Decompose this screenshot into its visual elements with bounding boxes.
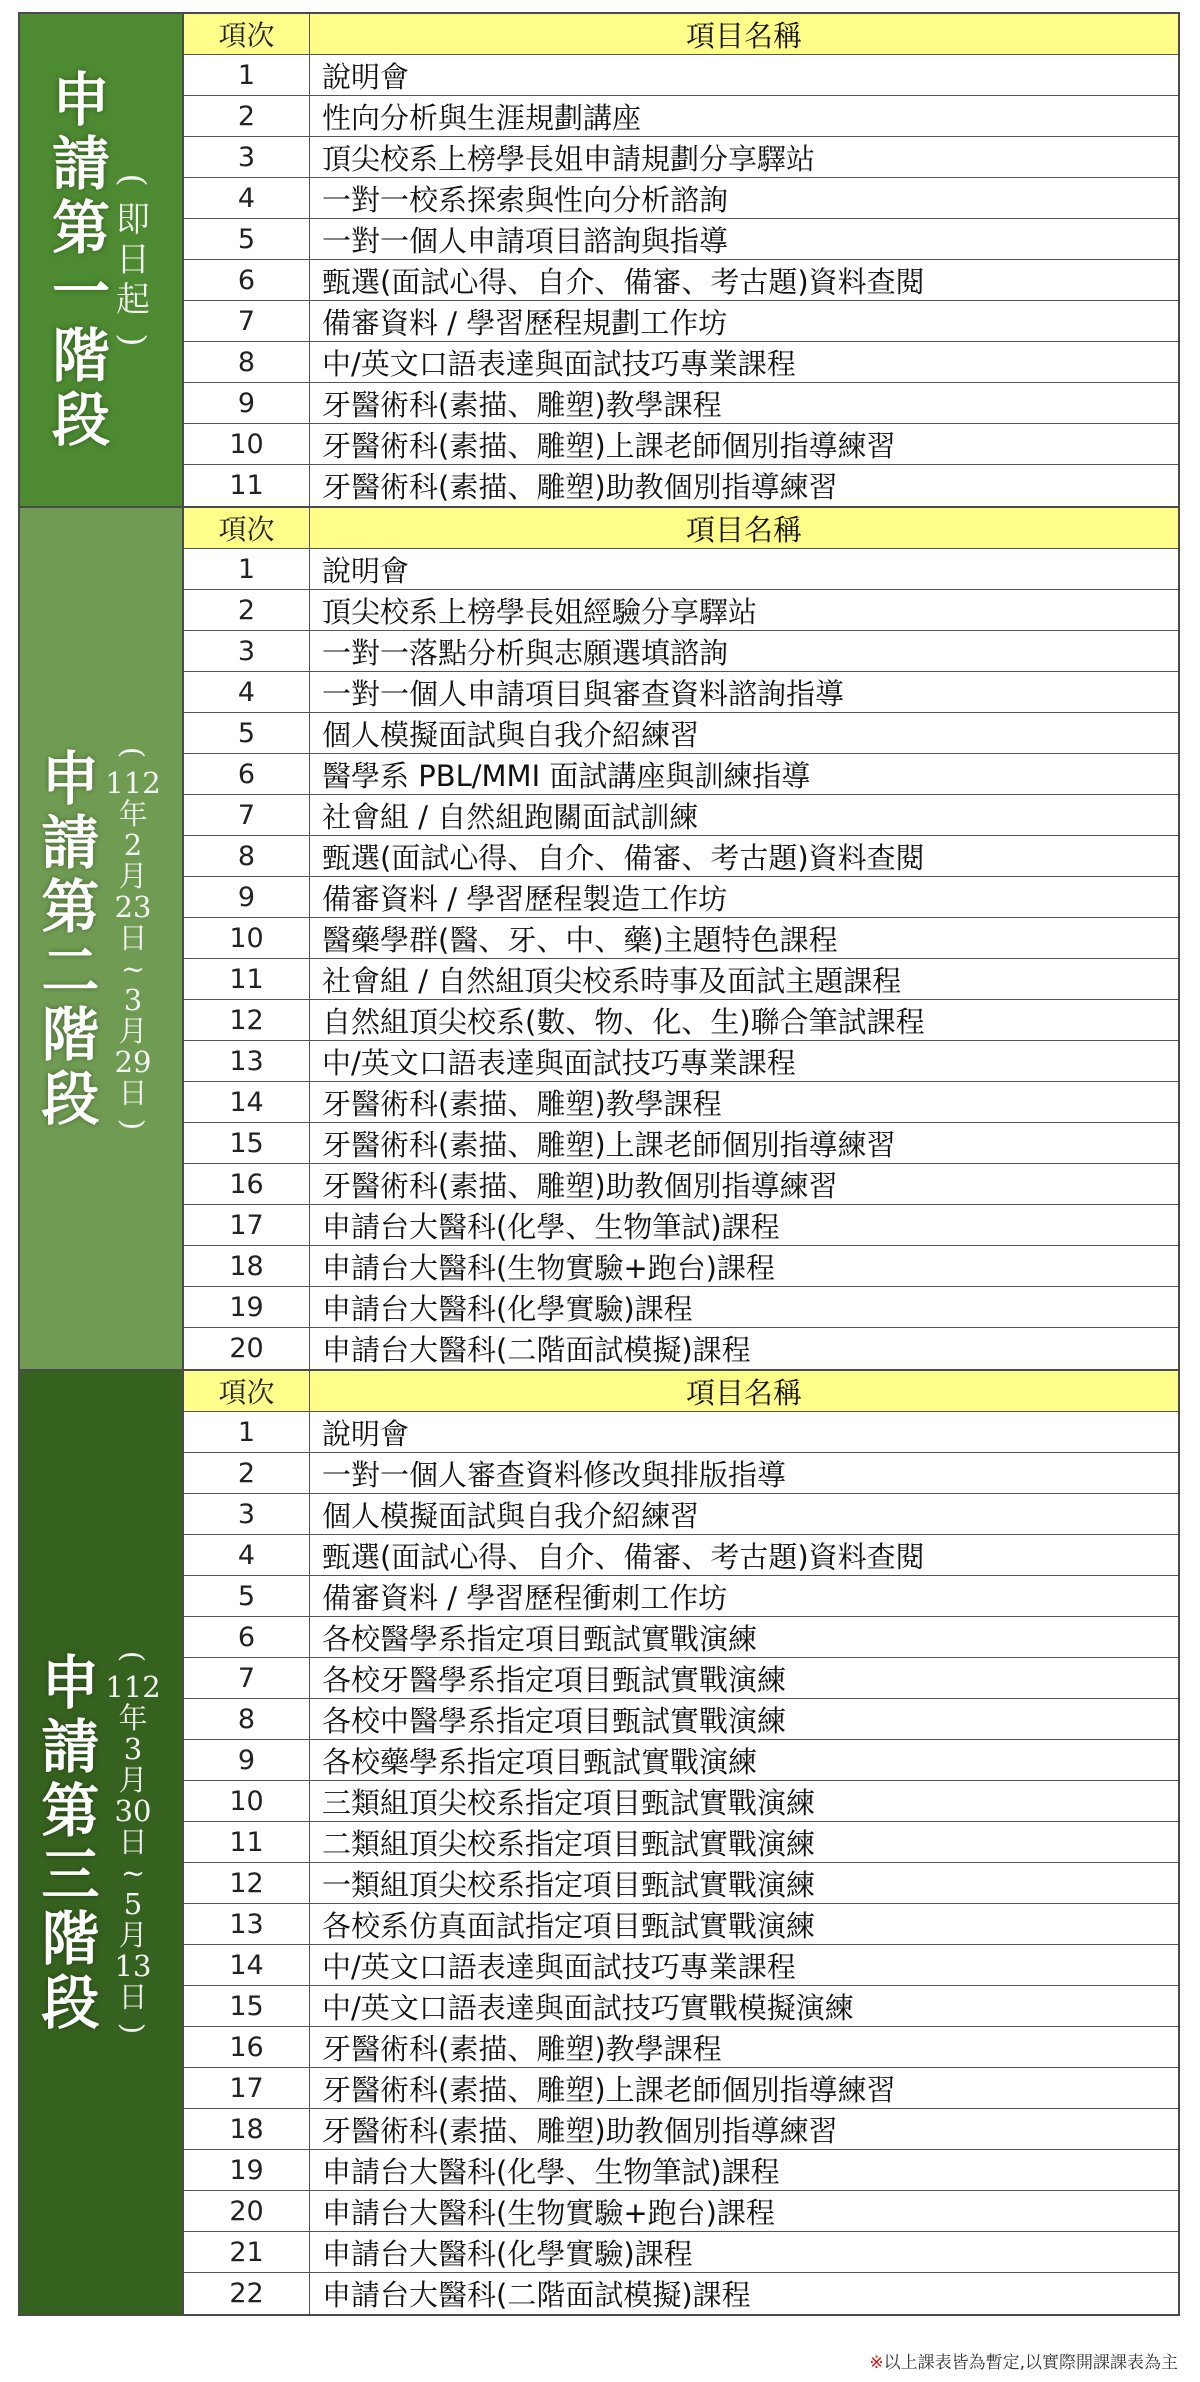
row-number: 18: [184, 2109, 310, 2149]
row-item-name: 申請台大醫科(生物實驗+跑台)課程: [322, 1250, 775, 1285]
table-row: [184, 219, 1178, 260]
table-row: [184, 1000, 1178, 1041]
table-row: [184, 877, 1178, 918]
row-item-name: 牙醫術科(素描、雕塑)教學課程: [322, 2031, 722, 2066]
row-number: 22: [184, 2273, 310, 2314]
stage-date-char: 起: [116, 280, 150, 320]
table-row: [184, 465, 1178, 506]
row-number: 4: [184, 178, 310, 218]
row-number: 10: [184, 918, 310, 958]
stage-date-char: 112: [105, 1670, 161, 1704]
stage-date-char: ): [116, 1118, 151, 1131]
row-number: 20: [184, 2191, 310, 2231]
stage-date-char: (: [112, 173, 153, 187]
stage-date-char: ~: [120, 952, 146, 986]
footnote-text: 以上課表皆為暫定,以實際開課課表為主: [883, 2353, 1178, 2373]
row-number: 3: [184, 631, 310, 671]
stage-date-char: 23: [114, 890, 152, 924]
row-item-name: 牙醫術科(素描、雕塑)上課老師個別指導練習: [322, 2072, 896, 2107]
row-item-name: 申請台大醫科(二階面試模擬)課程: [322, 1333, 751, 1367]
stage-title-char: 第: [51, 194, 110, 262]
row-item-name: 一對一校系探索與性向分析諮詢: [322, 182, 729, 217]
table-row: [184, 1494, 1178, 1535]
row-item-name: 中/英文口語表達與面試技巧實戰模擬演練: [322, 1990, 854, 2025]
table-row: [184, 1904, 1178, 1945]
stage-date-char: 月: [118, 1014, 148, 1048]
row-item-name: 申請台大醫科(化學、生物筆試)課程: [322, 1209, 780, 1244]
stage-date-char: 日: [118, 921, 148, 955]
row-number: 2: [184, 1453, 310, 1493]
table-header-row: [184, 1371, 1178, 1412]
row-number: 9: [184, 383, 310, 423]
table-row: [184, 1535, 1178, 1576]
table-row: [184, 2109, 1178, 2150]
row-number: 6: [184, 260, 310, 300]
row-item-name: 個人模擬面試與自我介紹練習: [322, 1498, 700, 1533]
row-item-name: 頂尖校系上榜學長姐經驗分享驛站: [322, 594, 758, 629]
row-number: 6: [184, 1617, 310, 1657]
row-item-name: 一類組頂尖校系指定項目甄試實戰演練: [322, 1867, 816, 1902]
stage-title-char: 請: [41, 808, 100, 877]
stage-title-char: 申: [41, 744, 100, 813]
stage-date-char: 年: [118, 1701, 148, 1735]
stage-date-char: 29: [114, 1045, 152, 1079]
stage-title-char: 第: [41, 872, 100, 941]
row-number: 5: [184, 219, 310, 259]
table-row: [184, 1863, 1178, 1904]
row-number: 17: [184, 1205, 310, 1245]
stage-date-char: ): [116, 2022, 151, 2035]
table-row: [184, 383, 1178, 424]
table-row: [184, 836, 1178, 877]
row-item-name: 一對一個人審查資料修改與排版指導: [322, 1457, 787, 1492]
stage-table: [184, 1371, 1178, 2314]
row-number: 7: [184, 1658, 310, 1698]
row-item-name: 甄選(面試心得、自介、備審、考古題)資料查閱: [322, 264, 925, 299]
stage-title-char: 一: [51, 258, 110, 326]
stage-table: [184, 508, 1178, 1369]
table-row: [184, 1617, 1178, 1658]
row-item-name: 各校中醫學系指定項目甄試實戰演練: [322, 1703, 787, 1738]
stage-label: [20, 508, 184, 1369]
table-row: [184, 1781, 1178, 1822]
header-num-label: 項次: [184, 14, 310, 54]
stage-title-char: 二: [41, 936, 100, 1005]
row-item-name: 中/英文口語表達與面試技巧專業課程: [322, 1045, 796, 1080]
stage-date-range: [105, 1641, 160, 2044]
row-item-name: 牙醫術科(素描、雕塑)助教個別指導練習: [322, 1168, 838, 1203]
table-row: [184, 137, 1178, 178]
row-number: 13: [184, 1041, 310, 1081]
row-number: 15: [184, 1123, 310, 1163]
header-name-label: 項目名稱: [685, 1375, 802, 1410]
row-item-name: 醫學系 PBL/MMI 面試講座與訓練指導: [322, 758, 811, 793]
row-item-name: 申請台大醫科(化學實驗)課程: [322, 2236, 693, 2271]
header-name-label: 項目名稱: [685, 512, 802, 547]
table-row: [184, 754, 1178, 795]
table-row: [184, 260, 1178, 301]
row-item-name: 甄選(面試心得、自介、備審、考古題)資料查閱: [322, 840, 925, 875]
stage-date-char: 日: [118, 1076, 148, 1110]
stage-title-char: 申: [41, 1648, 100, 1717]
table-row: [184, 1123, 1178, 1164]
stage-date-char: 年: [118, 797, 148, 831]
stage-label: [20, 14, 184, 506]
row-item-name: 社會組 / 自然組跑關面試訓練: [322, 799, 699, 834]
row-number: 16: [184, 1164, 310, 1204]
row-number: 10: [184, 1781, 310, 1821]
row-item-name: 三類組頂尖校系指定項目甄試實戰演練: [322, 1785, 816, 1820]
stage-date-range: [105, 737, 160, 1140]
row-item-name: 牙醫術科(素描、雕塑)教學課程: [322, 387, 722, 422]
stage-date-char: 5: [123, 1887, 143, 1921]
table-row: [184, 2150, 1178, 2191]
table-row: [184, 1287, 1178, 1328]
table-row: [184, 1453, 1178, 1494]
stage-date-char: 月: [118, 1763, 148, 1797]
stage-date-char: 月: [118, 859, 148, 893]
row-number: 21: [184, 2232, 310, 2272]
stage-date-char: 3: [123, 1732, 143, 1766]
row-number: 14: [184, 1082, 310, 1122]
table-row: [184, 631, 1178, 672]
stage-table: [184, 14, 1178, 506]
table-row: [184, 1082, 1178, 1123]
table-row: [184, 2068, 1178, 2109]
header-num-label: 項次: [184, 1371, 310, 1411]
row-number: 5: [184, 1576, 310, 1616]
row-item-name: 說明會: [322, 59, 410, 94]
row-number: 11: [184, 959, 310, 999]
row-item-name: 個人模擬面試與自我介紹練習: [322, 717, 700, 752]
row-number: 2: [184, 590, 310, 630]
row-number: 11: [184, 465, 310, 506]
table-row: [184, 1246, 1178, 1287]
row-item-name: 牙醫術科(素描、雕塑)助教個別指導練習: [322, 470, 838, 504]
row-number: 9: [184, 877, 310, 917]
stage-date-char: 2: [123, 828, 143, 862]
table-row: [184, 2191, 1178, 2232]
row-item-name: 說明會: [322, 553, 410, 588]
row-number: 12: [184, 1863, 310, 1903]
table-row: [184, 672, 1178, 713]
stage-date-char: (: [116, 746, 151, 759]
row-number: 5: [184, 713, 310, 753]
row-item-name: 各校醫學系指定項目甄試實戰演練: [322, 1621, 758, 1656]
table-row: [184, 959, 1178, 1000]
table-row: [184, 55, 1178, 96]
row-number: 7: [184, 795, 310, 835]
table-row: [184, 918, 1178, 959]
stage-title: [41, 744, 100, 1133]
table-row: [184, 1699, 1178, 1740]
row-number: 13: [184, 1904, 310, 1944]
stage-block: [18, 1369, 1180, 2316]
schedule-sheet: [18, 12, 1180, 2316]
row-item-name: 一對一個人申請項目諮詢與指導: [322, 223, 729, 258]
row-item-name: 各校系仿真面試指定項目甄試實戰演練: [322, 1908, 816, 1943]
table-row: [184, 1205, 1178, 1246]
row-item-name: 說明會: [322, 1416, 410, 1451]
row-item-name: 中/英文口語表達與面試技巧專業課程: [322, 1949, 796, 1984]
stage-date-range: [112, 160, 153, 360]
row-number: 8: [184, 342, 310, 382]
row-number: 1: [184, 55, 310, 95]
row-number: 12: [184, 1000, 310, 1040]
row-item-name: 申請台大醫科(化學實驗)課程: [322, 1291, 693, 1326]
stage-title: [52, 68, 110, 452]
header-name-label: 項目名稱: [685, 18, 802, 53]
row-item-name: 性向分析與生涯規劃講座: [322, 100, 642, 135]
row-item-name: 牙醫術科(素描、雕塑)教學課程: [322, 1086, 722, 1121]
row-item-name: 牙醫術科(素描、雕塑)上課老師個別指導練習: [322, 1127, 896, 1162]
stage-title-char: 申: [51, 66, 110, 134]
row-number: 10: [184, 424, 310, 464]
row-number: 2: [184, 96, 310, 136]
row-item-name: 申請台大醫科(生物實驗+跑台)課程: [322, 2195, 775, 2230]
stage-date-char: 月: [118, 1918, 148, 1952]
stage-block: [18, 506, 1180, 1369]
stage-date-char: 3: [123, 983, 143, 1017]
table-row: [184, 2027, 1178, 2068]
table-row: [184, 178, 1178, 219]
stage-title: [41, 1648, 100, 2037]
row-number: 7: [184, 301, 310, 341]
table-row: [184, 2273, 1178, 2314]
row-item-name: 中/英文口語表達與面試技巧專業課程: [322, 346, 796, 381]
row-number: 14: [184, 1945, 310, 1985]
table-row: [184, 1576, 1178, 1617]
stage-label: [20, 1371, 184, 2314]
stage-date-char: 日: [118, 1825, 148, 1859]
row-number: 1: [184, 549, 310, 589]
table-row: [184, 1328, 1178, 1369]
row-item-name: 自然組頂尖校系(數、物、化、生)聯合筆試課程: [322, 1004, 925, 1039]
row-item-name: 甄選(面試心得、自介、備審、考古題)資料查閱: [322, 1539, 925, 1574]
row-number: 15: [184, 1986, 310, 2026]
row-number: 4: [184, 1535, 310, 1575]
table-row: [184, 1822, 1178, 1863]
row-number: 16: [184, 2027, 310, 2067]
row-item-name: 社會組 / 自然組頂尖校系時事及面試主題課程: [322, 963, 902, 998]
table-row: [184, 1164, 1178, 1205]
table-row: [184, 795, 1178, 836]
table-row: [184, 96, 1178, 137]
stage-title-char: 階: [41, 1904, 100, 1973]
stage-date-char: 112: [105, 766, 161, 800]
stage-date-char: 30: [114, 1794, 152, 1828]
table-row: [184, 1986, 1178, 2027]
table-row: [184, 424, 1178, 465]
row-number: 19: [184, 1287, 310, 1327]
stage-date-char: ~: [120, 1856, 146, 1890]
row-item-name: 牙醫術科(素描、雕塑)助教個別指導練習: [322, 2113, 838, 2148]
row-item-name: 頂尖校系上榜學長姐申請規劃分享驛站: [322, 141, 816, 176]
row-item-name: 備審資料 / 學習歷程規劃工作坊: [322, 305, 728, 340]
table-row: [184, 2232, 1178, 2273]
row-number: 20: [184, 1328, 310, 1369]
row-item-name: 申請台大醫科(化學、生物筆試)課程: [322, 2154, 780, 2189]
stage-date-char: ): [112, 333, 153, 347]
stage-title-char: 階: [51, 322, 110, 390]
stage-date-char: 日: [118, 1980, 148, 2014]
row-item-name: 申請台大醫科(二階面試模擬)課程: [322, 2278, 751, 2312]
table-row: [184, 1658, 1178, 1699]
stage-title-char: 段: [51, 386, 110, 454]
row-item-name: 牙醫術科(素描、雕塑)上課老師個別指導練習: [322, 428, 896, 463]
stage-title-char: 段: [41, 1968, 100, 2037]
stage-title-char: 第: [41, 1776, 100, 1845]
row-number: 4: [184, 672, 310, 712]
row-item-name: 一對一個人申請項目與審查資料諮詢指導: [322, 676, 845, 711]
row-number: 6: [184, 754, 310, 794]
row-item-name: 二類組頂尖校系指定項目甄試實戰演練: [322, 1826, 816, 1861]
row-item-name: 各校牙醫學系指定項目甄試實戰演練: [322, 1662, 787, 1697]
row-number: 3: [184, 1494, 310, 1534]
row-item-name: 一對一落點分析與志願選填諮詢: [322, 635, 729, 670]
table-row: [184, 590, 1178, 631]
row-number: 11: [184, 1822, 310, 1862]
stage-date-char: 13: [114, 1949, 152, 1983]
stage-date-char: (: [116, 1650, 151, 1663]
table-row: [184, 1945, 1178, 1986]
table-row: [184, 713, 1178, 754]
stage-title-char: 請: [51, 130, 110, 198]
stage-date-char: 即: [116, 200, 150, 240]
stage-title-char: 階: [41, 1000, 100, 1069]
row-number: 8: [184, 836, 310, 876]
footnote: [869, 2348, 1178, 2373]
row-item-name: 醫藥學群(醫、牙、中、藥)主題特色課程: [322, 922, 838, 957]
row-item-name: 各校藥學系指定項目甄試實戰演練: [322, 1744, 758, 1779]
table-row: [184, 342, 1178, 383]
row-number: 18: [184, 1246, 310, 1286]
stage-title-char: 請: [41, 1712, 100, 1781]
stage-date-char: 日: [116, 240, 150, 280]
table-row: [184, 1740, 1178, 1781]
table-row: [184, 1412, 1178, 1453]
stage-title-char: 段: [41, 1064, 100, 1133]
table-row: [184, 301, 1178, 342]
row-number: 1: [184, 1412, 310, 1452]
row-number: 19: [184, 2150, 310, 2190]
stage-block: [18, 12, 1180, 506]
row-number: 8: [184, 1699, 310, 1739]
table-header-row: [184, 508, 1178, 549]
stage-title-char: 三: [41, 1840, 100, 1909]
row-item-name: 備審資料 / 學習歷程製造工作坊: [322, 881, 728, 916]
table-row: [184, 549, 1178, 590]
footnote-mark: ※: [869, 2353, 884, 2373]
table-row: [184, 1041, 1178, 1082]
row-number: 3: [184, 137, 310, 177]
header-num-label: 項次: [184, 508, 310, 548]
row-number: 17: [184, 2068, 310, 2108]
table-header-row: [184, 14, 1178, 55]
row-number: 9: [184, 1740, 310, 1780]
row-item-name: 備審資料 / 學習歷程衝刺工作坊: [322, 1580, 728, 1615]
